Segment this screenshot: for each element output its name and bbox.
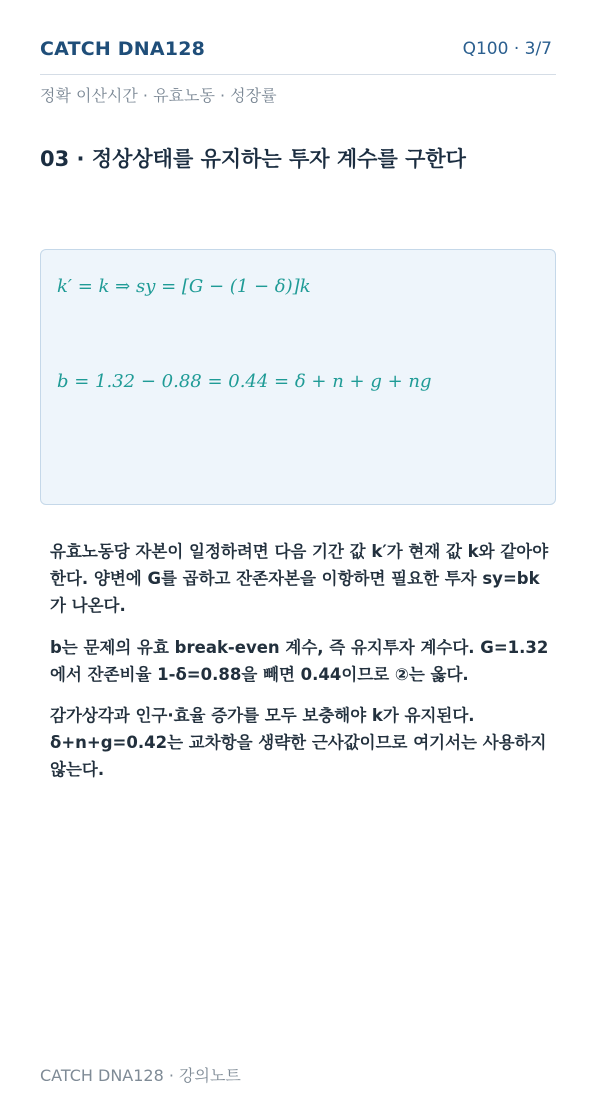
formula-box xyxy=(40,249,556,505)
topic-subtitle: 정확 이산시간 · 유효노동 · 성장률 xyxy=(40,86,277,105)
page-header xyxy=(40,36,556,75)
page-footer: CATCH DNA128 · 강의노트 xyxy=(40,1066,241,1085)
section-heading: 03 · 정상상태를 유지하는 투자 계수를 구한다 xyxy=(40,147,466,171)
explanation-paragraph-2: b는 문제의 유효 break-even 계수, 즉 유지투자 계수다. G=1.32에서 잔존비율 1-δ=0.88을 빼면 0.44이므로 ②는 옳다. xyxy=(50,638,549,684)
explanation-paragraph-3: 감가상각과 인구·효율 증가를 모두 보충해야 k가 유지된다. δ+n+g=0.42는 교차항을 생략한 근사값이므로 여기서는 사용하지 않는다. xyxy=(50,706,547,779)
brand-title: CATCH DNA128 xyxy=(40,38,206,60)
formula-steady-state: k′ = k ⇒ sy = [G − (1 − δ)]k xyxy=(57,276,311,297)
explanation-paragraph-1: 유효노동당 자본이 일정하려면 다음 기간 값 k′가 현재 값 k와 같아야 한다. 양변에 G를 곱하고 잔존자본을 이항하면 필요한 투자 sy=bk가 나온다. xyxy=(50,542,549,615)
question-counter: Q100 · 3/7 xyxy=(462,39,552,59)
formula-breakeven-coefficient: b = 1.32 − 0.88 = 0.44 = δ + n + g + ng xyxy=(57,371,432,392)
